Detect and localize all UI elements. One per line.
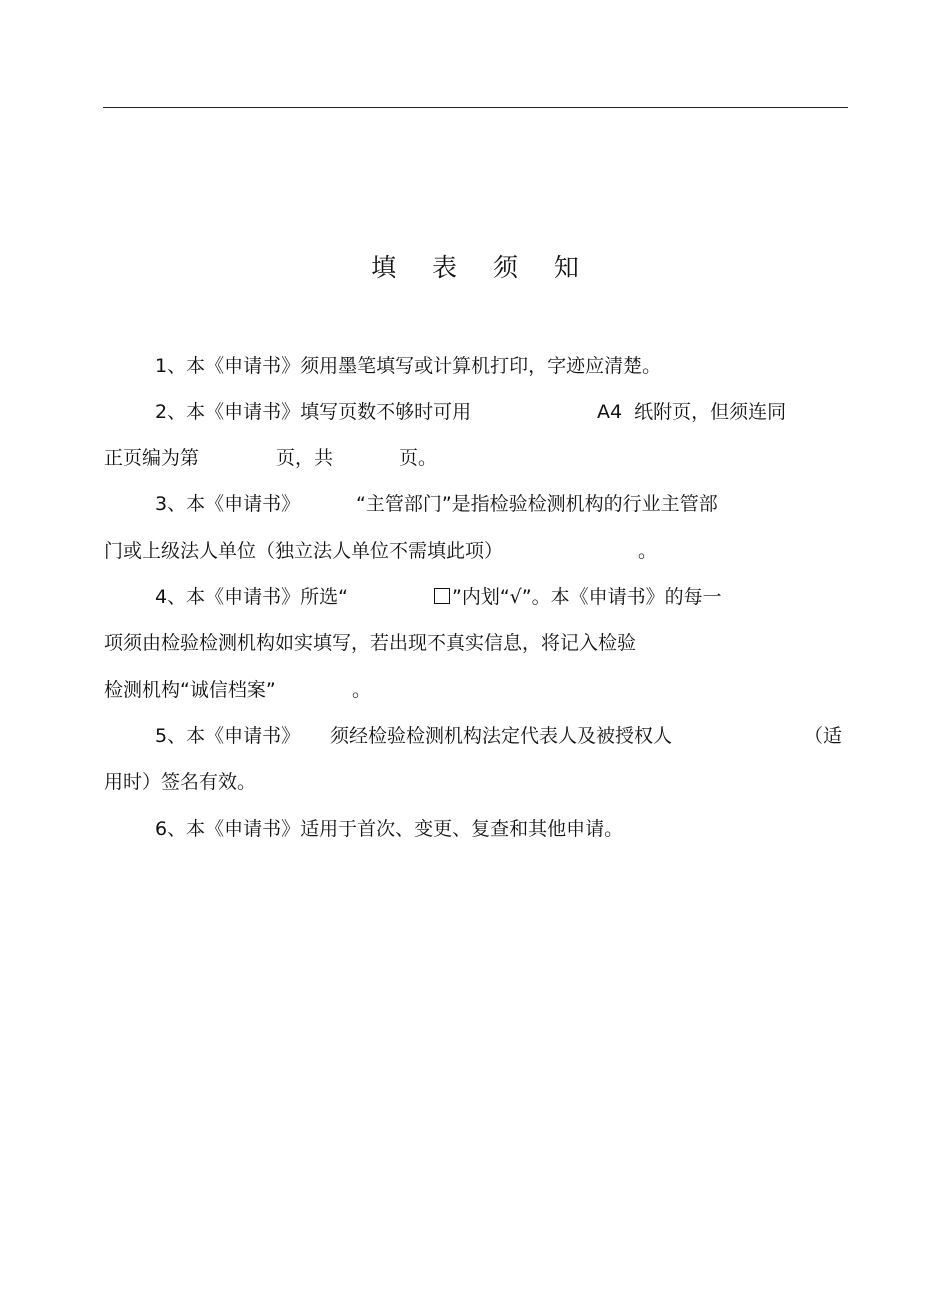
item-4-line-2: 项须由检验检测机构如实填写，若出现不真实信息，将记入检验 (104, 632, 637, 654)
checkbox-icon (434, 588, 450, 604)
item-2-line-2-part-c: 页。 (399, 447, 438, 469)
item-2-line-2-part-a: 正页编为第 (104, 447, 200, 469)
item-6-line-1: 6、本《申请书》适用于首次、变更、复查和其他申请。 (155, 818, 624, 840)
item-3-line-1-part-b: “主管部门”是指检验检测机构的行业主管部 (356, 493, 718, 515)
item-4-line-1-part-a: 4、本《申请书》所选“ (155, 586, 348, 608)
item-2-line-2-part-b: 页，共 (276, 447, 334, 469)
item-3-line-1-part-a: 3、本《申请书》 (155, 493, 301, 515)
item-4-line-1-part-b: ”内划“√”。本《申请书》的每一 (452, 586, 722, 608)
item-3-line-2-part-b: 。 (638, 540, 658, 562)
item-4-line-3-part-a: 检测机构“诚信档案” (104, 679, 276, 701)
item-5-line-1-part-c: （适 (804, 725, 843, 747)
item-4-line-3-part-b: 。 (352, 679, 372, 701)
item-3-line-2-part-a: 门或上级法人单位（独立法人单位不需填此项） (104, 540, 504, 562)
item-2-line-1-part-a: 2、本《申请书》填写页数不够时可用 (155, 401, 472, 423)
page-title: 填 表 须 知 (371, 253, 593, 282)
header-rule (103, 107, 848, 108)
item-5-line-1-part-a: 5、本《申请书》 (155, 725, 301, 747)
item-2-line-1-part-b: A4 纸附页，但须连同 (597, 401, 787, 423)
item-5-line-2: 用时）签名有效。 (104, 771, 257, 793)
item-1-line-1: 1、本《申请书》须用墨笔填写或计算机打印，字迹应清楚。 (155, 355, 662, 377)
item-5-line-1-part-b: 须经检验检测机构法定代表人及被授权人 (330, 725, 673, 747)
